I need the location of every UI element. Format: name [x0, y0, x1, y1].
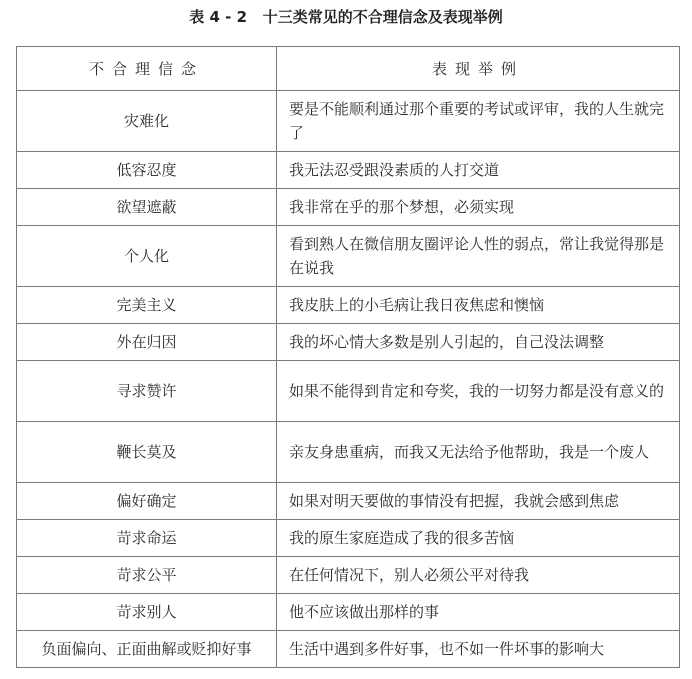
table-row	[17, 631, 680, 668]
example-cell: 亲友身患重病，而我又无法给予他帮助，我是一个废人	[277, 422, 680, 483]
example-cell: 生活中遇到多件好事，也不如一件坏事的影响大	[277, 631, 680, 668]
table-caption: 表 4 - 2 十三类常见的不合理信念及表现举例	[189, 8, 503, 26]
belief-cell: 完美主义	[17, 287, 277, 324]
table-row	[17, 594, 680, 631]
table-body	[17, 91, 680, 668]
table-row	[17, 483, 680, 520]
example-cell: 在任何情况下，别人必须公平对待我	[277, 557, 680, 594]
example-cell: 要是不能顺利通过那个重要的考试或评审，我的人生就完了	[277, 91, 680, 152]
table-row	[17, 361, 680, 422]
table-row	[17, 287, 680, 324]
example-cell: 我皮肤上的小毛病让我日夜焦虑和懊恼	[277, 287, 680, 324]
example-cell: 我的原生家庭造成了我的很多苦恼	[277, 520, 680, 557]
table-row	[17, 520, 680, 557]
belief-cell: 欲望遮蔽	[17, 189, 277, 226]
table-row	[17, 324, 680, 361]
belief-cell: 苛求别人	[17, 594, 277, 631]
table-row	[17, 557, 680, 594]
example-cell: 如果对明天要做的事情没有把握，我就会感到焦虑	[277, 483, 680, 520]
table-row	[17, 189, 680, 226]
belief-cell: 灾难化	[17, 91, 277, 152]
example-cell: 我的坏心情大多数是别人引起的，自己没法调整	[277, 324, 680, 361]
table-row	[17, 422, 680, 483]
irrational-beliefs-table	[16, 46, 680, 668]
belief-cell: 苛求命运	[17, 520, 277, 557]
table-row	[17, 152, 680, 189]
belief-cell: 偏好确定	[17, 483, 277, 520]
header-row	[17, 47, 680, 91]
belief-cell: 寻求赞许	[17, 361, 277, 422]
belief-cell: 外在归因	[17, 324, 277, 361]
belief-cell: 个人化	[17, 226, 277, 287]
belief-cell: 鞭长莫及	[17, 422, 277, 483]
table-row	[17, 91, 680, 152]
table-header	[17, 47, 680, 91]
belief-cell: 负面偏向、正面曲解或贬抑好事	[17, 631, 277, 668]
example-cell: 如果不能得到肯定和夸奖，我的一切努力都是没有意义的	[277, 361, 680, 422]
header-example: 表现举例	[277, 47, 680, 91]
belief-cell: 苛求公平	[17, 557, 277, 594]
example-cell: 看到熟人在微信朋友圈评论人性的弱点，常让我觉得那是在说我	[277, 226, 680, 287]
belief-cell: 低容忍度	[17, 152, 277, 189]
example-cell: 他不应该做出那样的事	[277, 594, 680, 631]
example-cell: 我非常在乎的那个梦想，必须实现	[277, 189, 680, 226]
table-row	[17, 226, 680, 287]
header-belief: 不合理信念	[17, 47, 277, 91]
example-cell: 我无法忍受跟没素质的人打交道	[277, 152, 680, 189]
